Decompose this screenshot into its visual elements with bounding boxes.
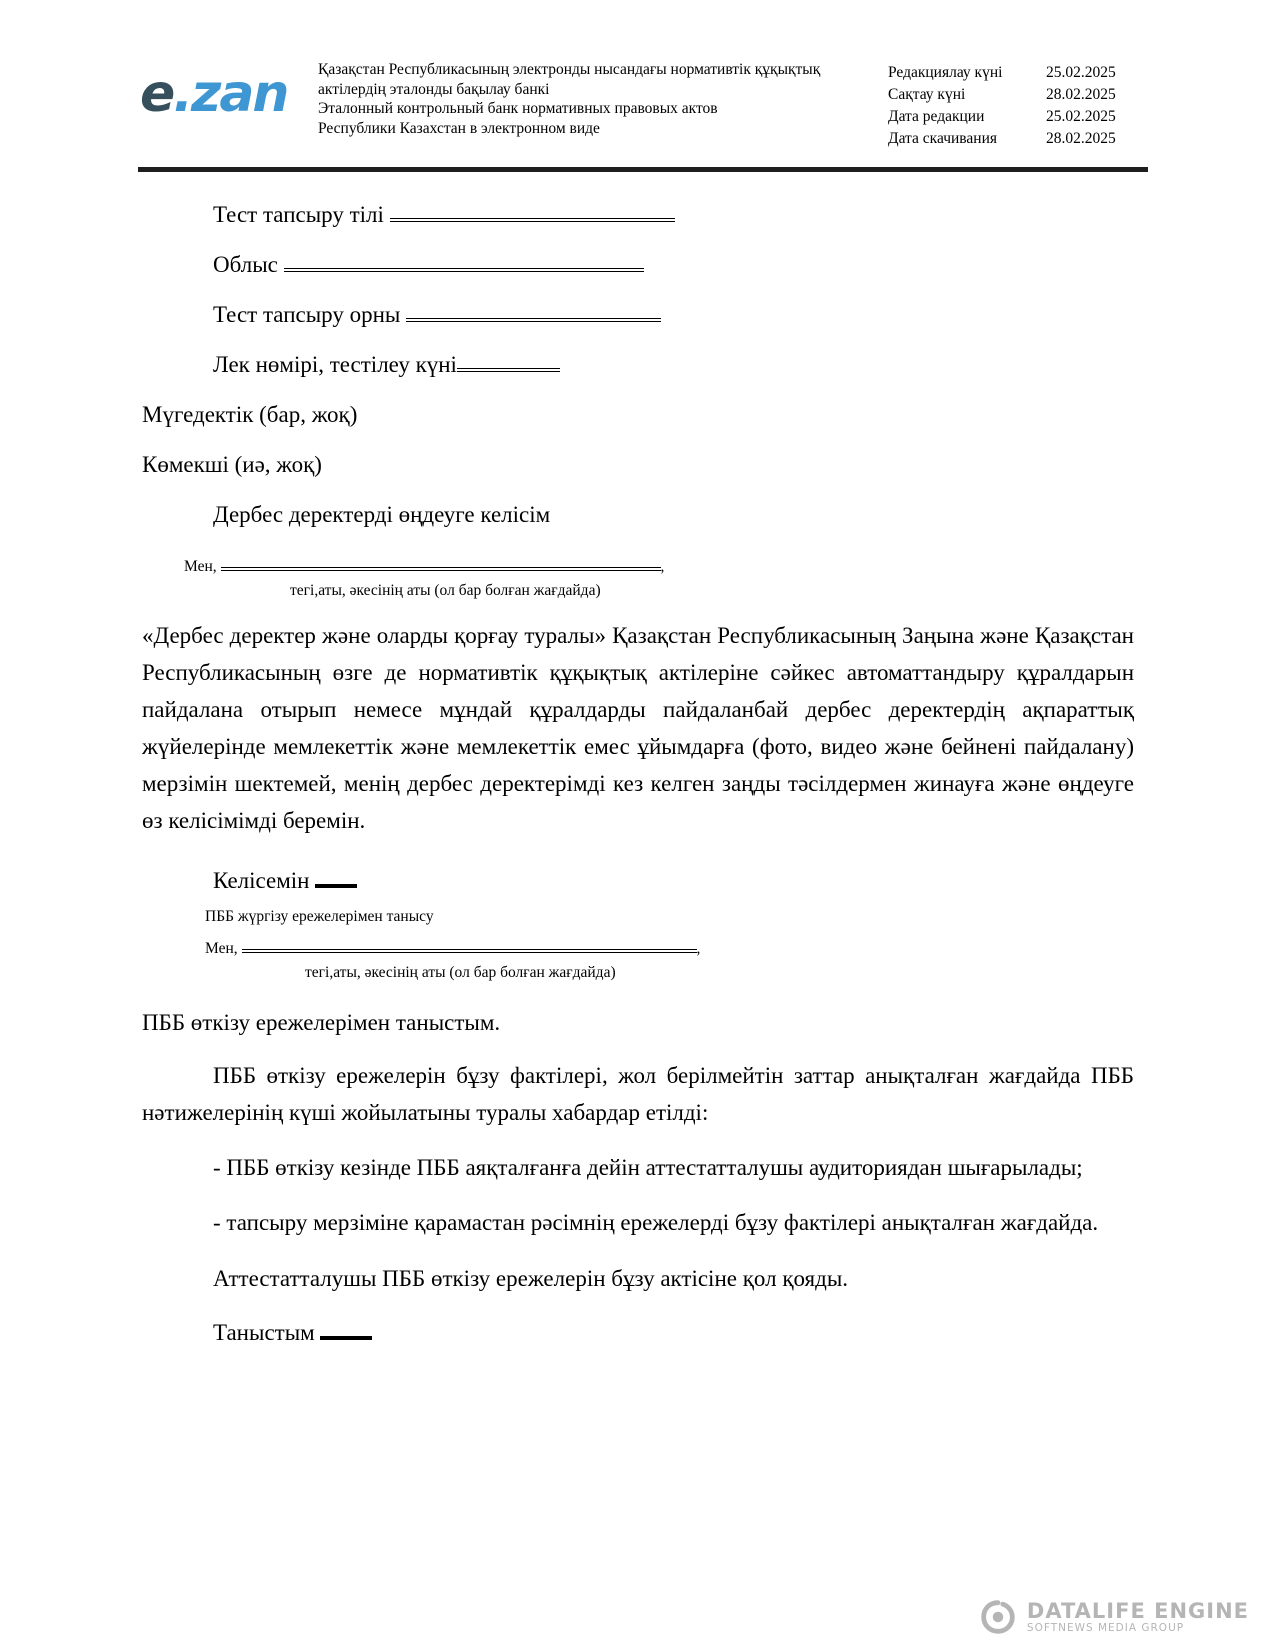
field-test-language (142, 190, 1134, 240)
acknowledged-line (142, 1313, 1134, 1353)
fill-in-blank (390, 198, 675, 222)
logo-letter-e: e (140, 64, 174, 124)
consent-section-title: Дербес деректерді өңдеуге келісім (213, 502, 551, 527)
fill-in-blank (242, 929, 697, 953)
consent-paragraph: «Дербес деректер және оларды қорғау туралы» Қазақстан Республикасының Заңына және Қазақстан Республикасының өзге де нормативтік құқықтық актілеріне сәйкес автоматтандыру құралдарын пайдалана отырып немесе мұндай құралдарды пайдаланбай дербес деректердің ақпараттық жүйелерінде мемлекеттік және мемлекеттік емес ұйымдарға (фото, видео және бейнені пайдалану) мерзімін шектемей, менің дербес деректерімді кез келген заңды тәсілдермен жинауға және өңдеуге өз келісімімді беремін. (142, 623, 1134, 833)
men-label: Мен, (205, 940, 238, 957)
acknowledged-label: Таныстым (213, 1320, 315, 1345)
logo-dot: . (173, 64, 192, 124)
rules-name-line (205, 929, 1134, 961)
date-label: Дата редакции (888, 108, 985, 125)
date-label: Сақтау күні (888, 86, 966, 103)
field-label: Тест тапсыру орны (213, 302, 401, 327)
men-label: Мен, (184, 558, 217, 575)
agree-line (142, 861, 1134, 901)
ezan-logo (140, 64, 288, 124)
header-divider (138, 167, 1148, 172)
disability-line: Мүгедектік (бар, жоқ) (142, 402, 358, 427)
date-value: 28.02.2025 (1046, 130, 1116, 147)
signs-act-line: Аттестатталушы ПББ өткізу ережелерін бұзу актісіне қол қояды. (213, 1266, 849, 1291)
datalife-eye-icon (977, 1596, 1019, 1638)
field-label: Тест тапсыру тілі (213, 202, 384, 227)
date-value: 28.02.2025 (1046, 86, 1116, 103)
document-body (142, 190, 1134, 1353)
org-line-kk-2: актілердің эталонды бақылау банкі (318, 80, 550, 98)
date-label: Дата скачивания (888, 130, 998, 147)
field-stream-number-date (142, 340, 1134, 390)
comma: , (660, 558, 665, 575)
comma: , (696, 940, 701, 957)
date-row (888, 84, 1148, 106)
assistant-line: Көмекші (иә, жоқ) (142, 452, 322, 477)
datalife-subtitle: SOFTNEWS MEDIA GROUP (1026, 1621, 1185, 1634)
fill-in-blank (284, 248, 644, 272)
logo-zan: zan (191, 64, 288, 124)
org-line-kk-1: Қазақстан Республикасының электронды нысандағы нормативтік құқықтық (318, 61, 821, 78)
violation-bullet-1: - ПББ өткізу кезінде ПББ аяқталғанға дейін аттестатталушы аудиториядан шығарылады; (213, 1155, 1083, 1180)
date-value: 25.02.2025 (1046, 64, 1116, 81)
datalife-engine-watermark (977, 1596, 1249, 1638)
datalife-text (1027, 1600, 1249, 1635)
datalife-brand: DATALIFE ENGINE (1026, 1598, 1249, 1623)
field-region (142, 240, 1134, 290)
fio-hint: тегі,аты, әкесінің аты (ол бар болған жағдайда) (305, 964, 616, 981)
date-label: Редакциялау күні (888, 64, 1003, 81)
violation-bullet-2: - тапсыру мерзіміне қарамастан рәсімнің ережелерді бұзу фактілері анықталған жағдайда. (213, 1210, 1099, 1235)
consent-name-line (184, 547, 1134, 579)
document-dates (888, 62, 1148, 150)
familiarized-line: ПББ өткізу ережелерімен таныстым. (142, 1010, 501, 1035)
rules-intro-line: ПББ жүргізу ережелерімен танысу (205, 908, 434, 925)
org-line-ru-1: Эталонный контрольный банк нормативных правовых актов (318, 100, 718, 117)
date-row (888, 128, 1148, 150)
fill-in-blank (457, 348, 560, 372)
date-value: 25.02.2025 (1046, 108, 1116, 125)
date-row (888, 106, 1148, 128)
date-row (888, 62, 1148, 84)
fill-in-blank (406, 298, 661, 322)
violation-notice-paragraph: ПББ өткізу ережелерін бұзу фактілері, жол берілмейтін заттар анықталған жағдайда ПББ нәтижелерінің күші жойылатыны туралы хабардар етілді: (142, 1063, 1134, 1125)
fio-hint: тегі,аты, әкесінің аты (ол бар болған жағдайда) (290, 582, 601, 599)
org-line-ru-2: Республики Казахстан в электронном виде (318, 119, 600, 137)
field-test-place (142, 290, 1134, 340)
field-label: Лек нөмірі, тестілеу күні (213, 352, 457, 377)
field-label: Облыс (213, 252, 278, 277)
fill-in-blank (315, 870, 357, 888)
fill-in-blank (320, 1322, 372, 1340)
fill-in-blank (221, 547, 661, 571)
agree-label: Келісемін (213, 868, 310, 893)
organization-title (318, 60, 883, 138)
rules-intro-block (205, 905, 1134, 985)
